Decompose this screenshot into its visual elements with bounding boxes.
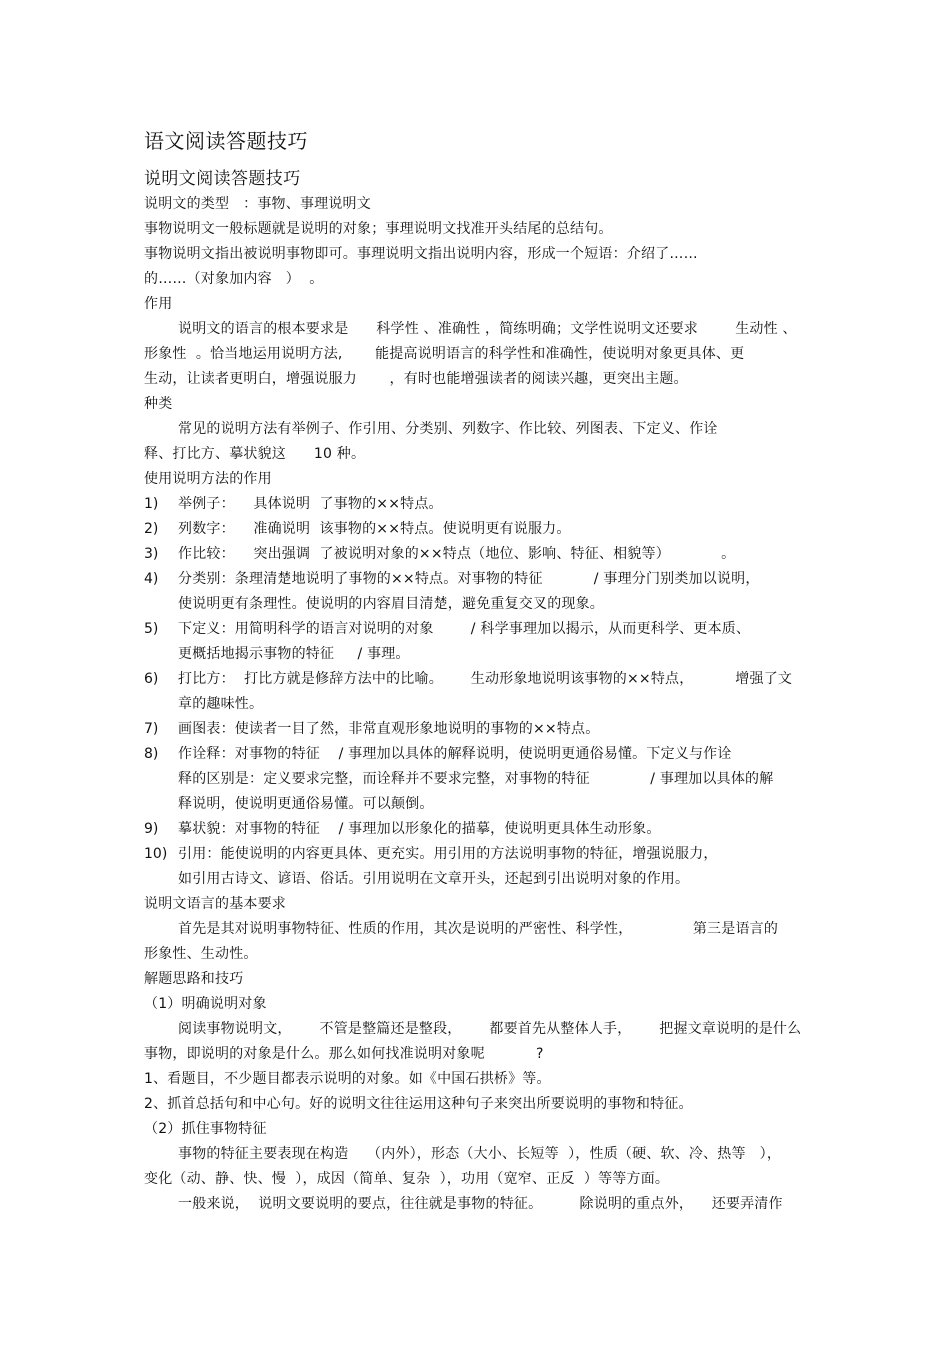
list-number: 6) xyxy=(144,671,159,687)
paragraph-line: 首先是其对说明事物特征、性质的作用，其次是说明的严密性、科学性， 第三是语言的 xyxy=(178,921,779,937)
paragraph-line: 1、看题目，不少题目都表示说明的对象。如《中国石拱桥》等。 xyxy=(144,1071,551,1087)
list-item-continuation: 使说明更有条理性。使说明的内容眉目清楚，避免重复交叉的现象。 xyxy=(178,596,604,612)
text-line: 的……（对象加内容 ） 。 xyxy=(144,271,324,287)
list-item-continuation: 如引用古诗文、谚语、俗话。引用说明在文章开头，还起到引出说明对象的作用。 xyxy=(178,871,690,887)
list-number: 9) xyxy=(144,821,159,837)
paragraph-line: 释、打比方、摹状貌这 10 种。 xyxy=(144,446,366,462)
paragraph-line: 阅读事物说明文， 不管是整篇还是整段， 都要首先从整体人手， 把握文章说明的是什么 xyxy=(178,1021,802,1037)
list-item-continuation: 释的区别是：定义要求完整，而诠释并不要求完整，对事物的特征 / 事理加以具体的解 xyxy=(178,771,774,787)
list-item-continuation: 章的趣味性。 xyxy=(178,696,264,712)
paragraph-line: 说明文的语言的根本要求是 科学性 、准确性 ，简练明确；文学性说明文还要求 生动性 、 xyxy=(178,321,797,337)
paragraph-line: 形象性 。恰当地运用说明方法, 能提高说明语言的科学性和准确性，使说明对象更具体、更 xyxy=(144,346,745,362)
list-number: 7) xyxy=(144,721,159,737)
list-number: 8) xyxy=(144,746,159,762)
list-number: 5) xyxy=(144,621,159,637)
text-line: 说明文的类型 ：事物、事理说明文 xyxy=(144,196,371,212)
section-heading: 说明文阅读答题技巧 xyxy=(144,169,301,189)
list-item: 分类别：条理清楚地说明了事物的××特点。对事物的特征 / 事理分门别类加以说明， xyxy=(178,571,760,587)
paragraph-line: 形象性、生动性。 xyxy=(144,946,258,962)
section-label: 种类 xyxy=(144,396,173,412)
list-item-continuation: 更概括地揭示事物的特征 / 事理。 xyxy=(178,646,410,662)
list-item: 打比方： 打比方就是修辞方法中的比喻。 生动形象地说明该事物的××特点， 增强了文 xyxy=(178,671,793,687)
text-line: 事物说明文指出被说明事物即可。事理说明文指出说明内容，形成一个短语：介绍了…… xyxy=(144,246,698,262)
list-item-continuation: 释说明，使说明更通俗易懂。可以颠倒。 xyxy=(178,796,434,812)
paragraph-line: 2、抓首总括句和中心句。好的说明文往往运用这种句子来突出所要说明的事物和特征。 xyxy=(144,1096,693,1112)
paragraph-line: 事物的特征主要表现在构造 （内外），形态（大小、长短等 ），性质（硬、软、冷、热等 ）， xyxy=(178,1146,782,1162)
section-label: 说明文语言的基本要求 xyxy=(144,896,286,912)
list-number: 2) xyxy=(144,521,159,537)
list-number: 3) xyxy=(144,546,159,562)
list-item: 摹状貌：对事物的特征 / 事理加以形象化的描摹，使说明更具体生动形象。 xyxy=(178,821,661,837)
list-number: 10) xyxy=(144,846,168,862)
subsection-label: （1）明确说明对象 xyxy=(144,996,267,1012)
paragraph-line: 事物，即说明的对象是什么。那么如何找准说明对象呢 ? xyxy=(144,1046,544,1062)
list-item: 列数字： 准确说明 该事物的××特点。使说明更有说服力。 xyxy=(178,521,571,537)
list-number: 4) xyxy=(144,571,159,587)
paragraph-line: 变化（动、静、快、慢 ），成因（简单、复杂 ），功用（宽窄、正反 ）等等方面。 xyxy=(144,1171,670,1187)
list-item: 举例子： 具体说明 了事物的××特点。 xyxy=(178,496,443,512)
subsection-label: （2）抓住事物特征 xyxy=(144,1121,267,1137)
list-item: 作诠释：对事物的特征 / 事理加以具体的解释说明，使说明更通俗易懂。下定义与作诠 xyxy=(178,746,732,762)
paragraph-line: 一般来说， 说明文要说明的要点，往往就是事物的特征。 除说明的重点外， 还要弄清作 xyxy=(178,1196,783,1212)
list-item: 作比较： 突出强调 了被说明对象的××特点（地位、影响、特征、相貌等） 。 xyxy=(178,546,736,562)
paragraph-line: 常见的说明方法有举例子、作引用、分类别、列数字、作比较、列图表、下定义、作诠 xyxy=(178,421,718,437)
document-title: 语文阅读答题技巧 xyxy=(144,129,308,153)
list-item: 画图表：使读者一目了然，非常直观形象地说明的事物的××特点。 xyxy=(178,721,600,737)
list-item: 引用：能使说明的内容更具体、更充实。用引用的方法说明事物的特征，增强说服力， xyxy=(178,846,718,862)
section-label: 使用说明方法的作用 xyxy=(144,471,272,487)
text-line: 事物说明文一般标题就是说明的对象；事理说明文找准开头结尾的总结句。 xyxy=(144,221,613,237)
section-label: 解题思路和技巧 xyxy=(144,971,244,987)
list-item: 下定义：用简明科学的语言对说明的对象 / 科学事理加以揭示，从而更科学、更本质、 xyxy=(178,621,751,637)
section-label: 作用 xyxy=(144,296,173,312)
paragraph-line: 生动，让读者更明白，增强说服力 ，有时也能增强读者的阅读兴趣，更突出主题。 xyxy=(144,371,688,387)
list-number: 1) xyxy=(144,496,159,512)
